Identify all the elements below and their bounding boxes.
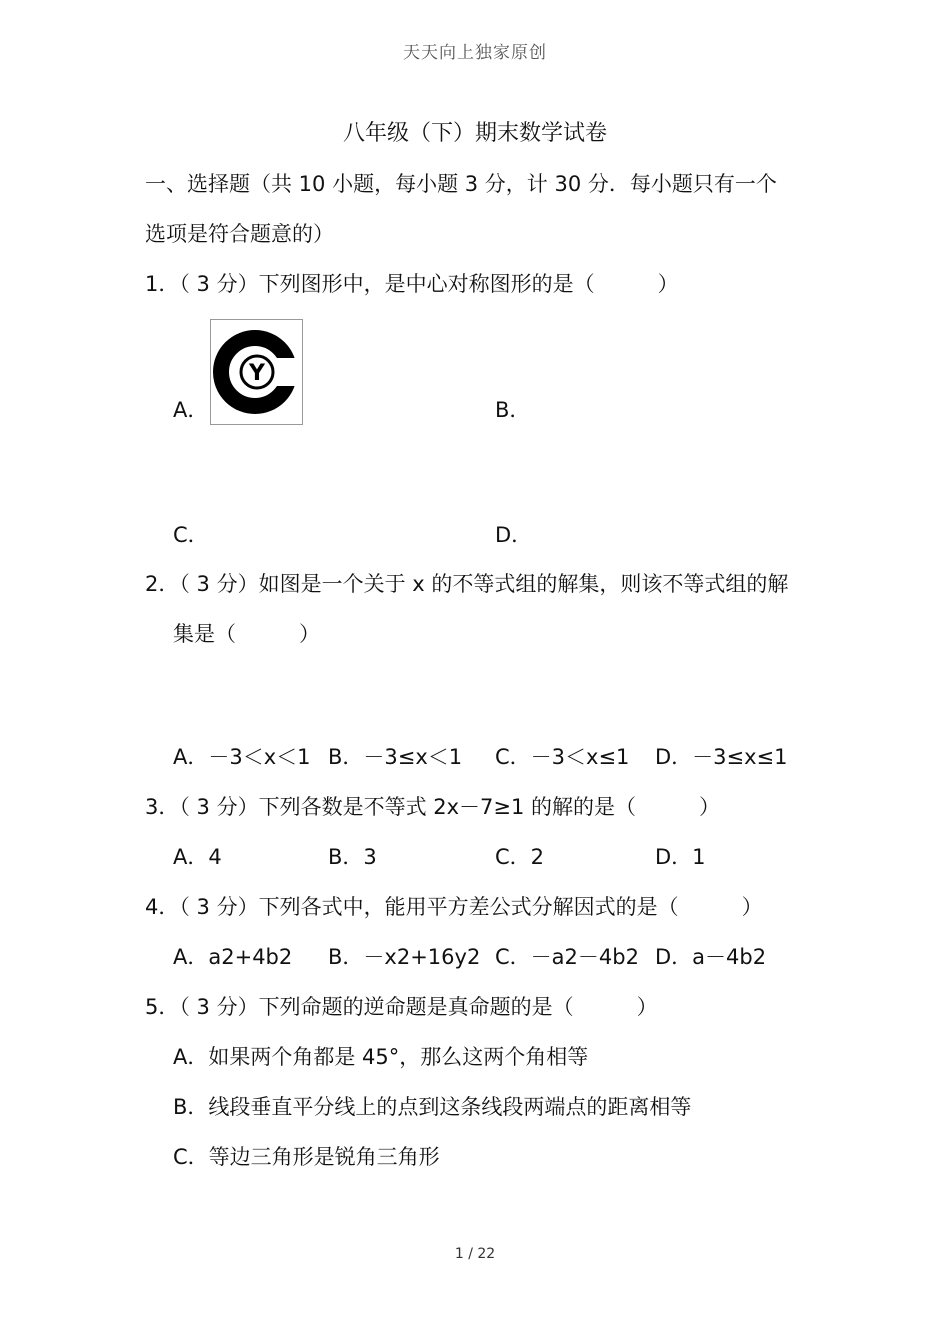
question-2-option-b: B．－3≤x＜1: [328, 745, 463, 769]
question-1-stem: 1．（ 3 分）下列图形中，是中心对称图形的是（ ）: [145, 272, 679, 296]
question-5-option-b: B．线段垂直平分线上的点到这条线段两端点的距离相等: [173, 1095, 692, 1119]
question-2-stem: 2．（ 3 分）如图是一个关于 x 的不等式组的解集，则该不等式组的解: [145, 572, 789, 596]
question-3-option-b: B．3: [328, 845, 377, 869]
current-page: 1: [454, 1246, 464, 1262]
question-3-stem: 3．（ 3 分）下列各数是不等式 2x－7≥1 的解的是（ ）: [145, 795, 721, 819]
question-1-option-a-label: A．: [173, 398, 209, 422]
question-1-option-d-label: D．: [495, 523, 533, 547]
question-3-option-d: D．1: [655, 845, 706, 869]
section-heading: 一、选择题（共 10 小题，每小题 3 分，计 30 分．每小题只有一个: [145, 172, 777, 196]
question-3-option-a: A．4: [173, 845, 222, 869]
page-number: [0, 1246, 950, 1262]
question-5-option-c: C．等边三角形是锐角三角形: [173, 1145, 440, 1169]
question-4-option-c: C．－a2－4b2: [495, 945, 639, 969]
page-separator: /: [468, 1246, 473, 1262]
question-4-option-d: D．a－4b2: [655, 945, 767, 969]
question-4-stem: 4．（ 3 分）下列各式中，能用平方差公式分解因式的是（ ）: [145, 895, 763, 919]
question-2-option-d: D．－3≤x≤1: [655, 745, 788, 769]
question-4-option-a: A．a2+4b2: [173, 945, 293, 969]
question-2-option-a: A．－3＜x＜1: [173, 745, 311, 769]
question-1-option-a-image: [210, 319, 303, 425]
logo-letter: Y: [249, 361, 265, 386]
question-3-option-c: C．2: [495, 845, 545, 869]
question-2-option-c: C．－3＜x≤1: [495, 745, 630, 769]
page-title: 八年级（下）期末数学试卷: [342, 121, 607, 146]
total-pages: 22: [477, 1246, 496, 1262]
section-heading-continued: 选项是符合题意的）: [145, 222, 334, 246]
question-1-option-b-label: B．: [495, 398, 531, 422]
question-5-option-a: A．如果两个角都是 45°，那么这两个角相等: [173, 1045, 589, 1069]
page-header: 天天向上独家原创: [403, 43, 547, 63]
question-2-stem-continued: 集是（ ）: [173, 622, 320, 646]
question-5-stem: 5．（ 3 分）下列命题的逆命题是真命题的是（ ）: [145, 995, 658, 1019]
question-1-option-c-label: C．: [173, 523, 209, 547]
question-4-option-b: B．－x2+16y2: [328, 945, 481, 969]
cy-logo-icon: [211, 320, 302, 424]
